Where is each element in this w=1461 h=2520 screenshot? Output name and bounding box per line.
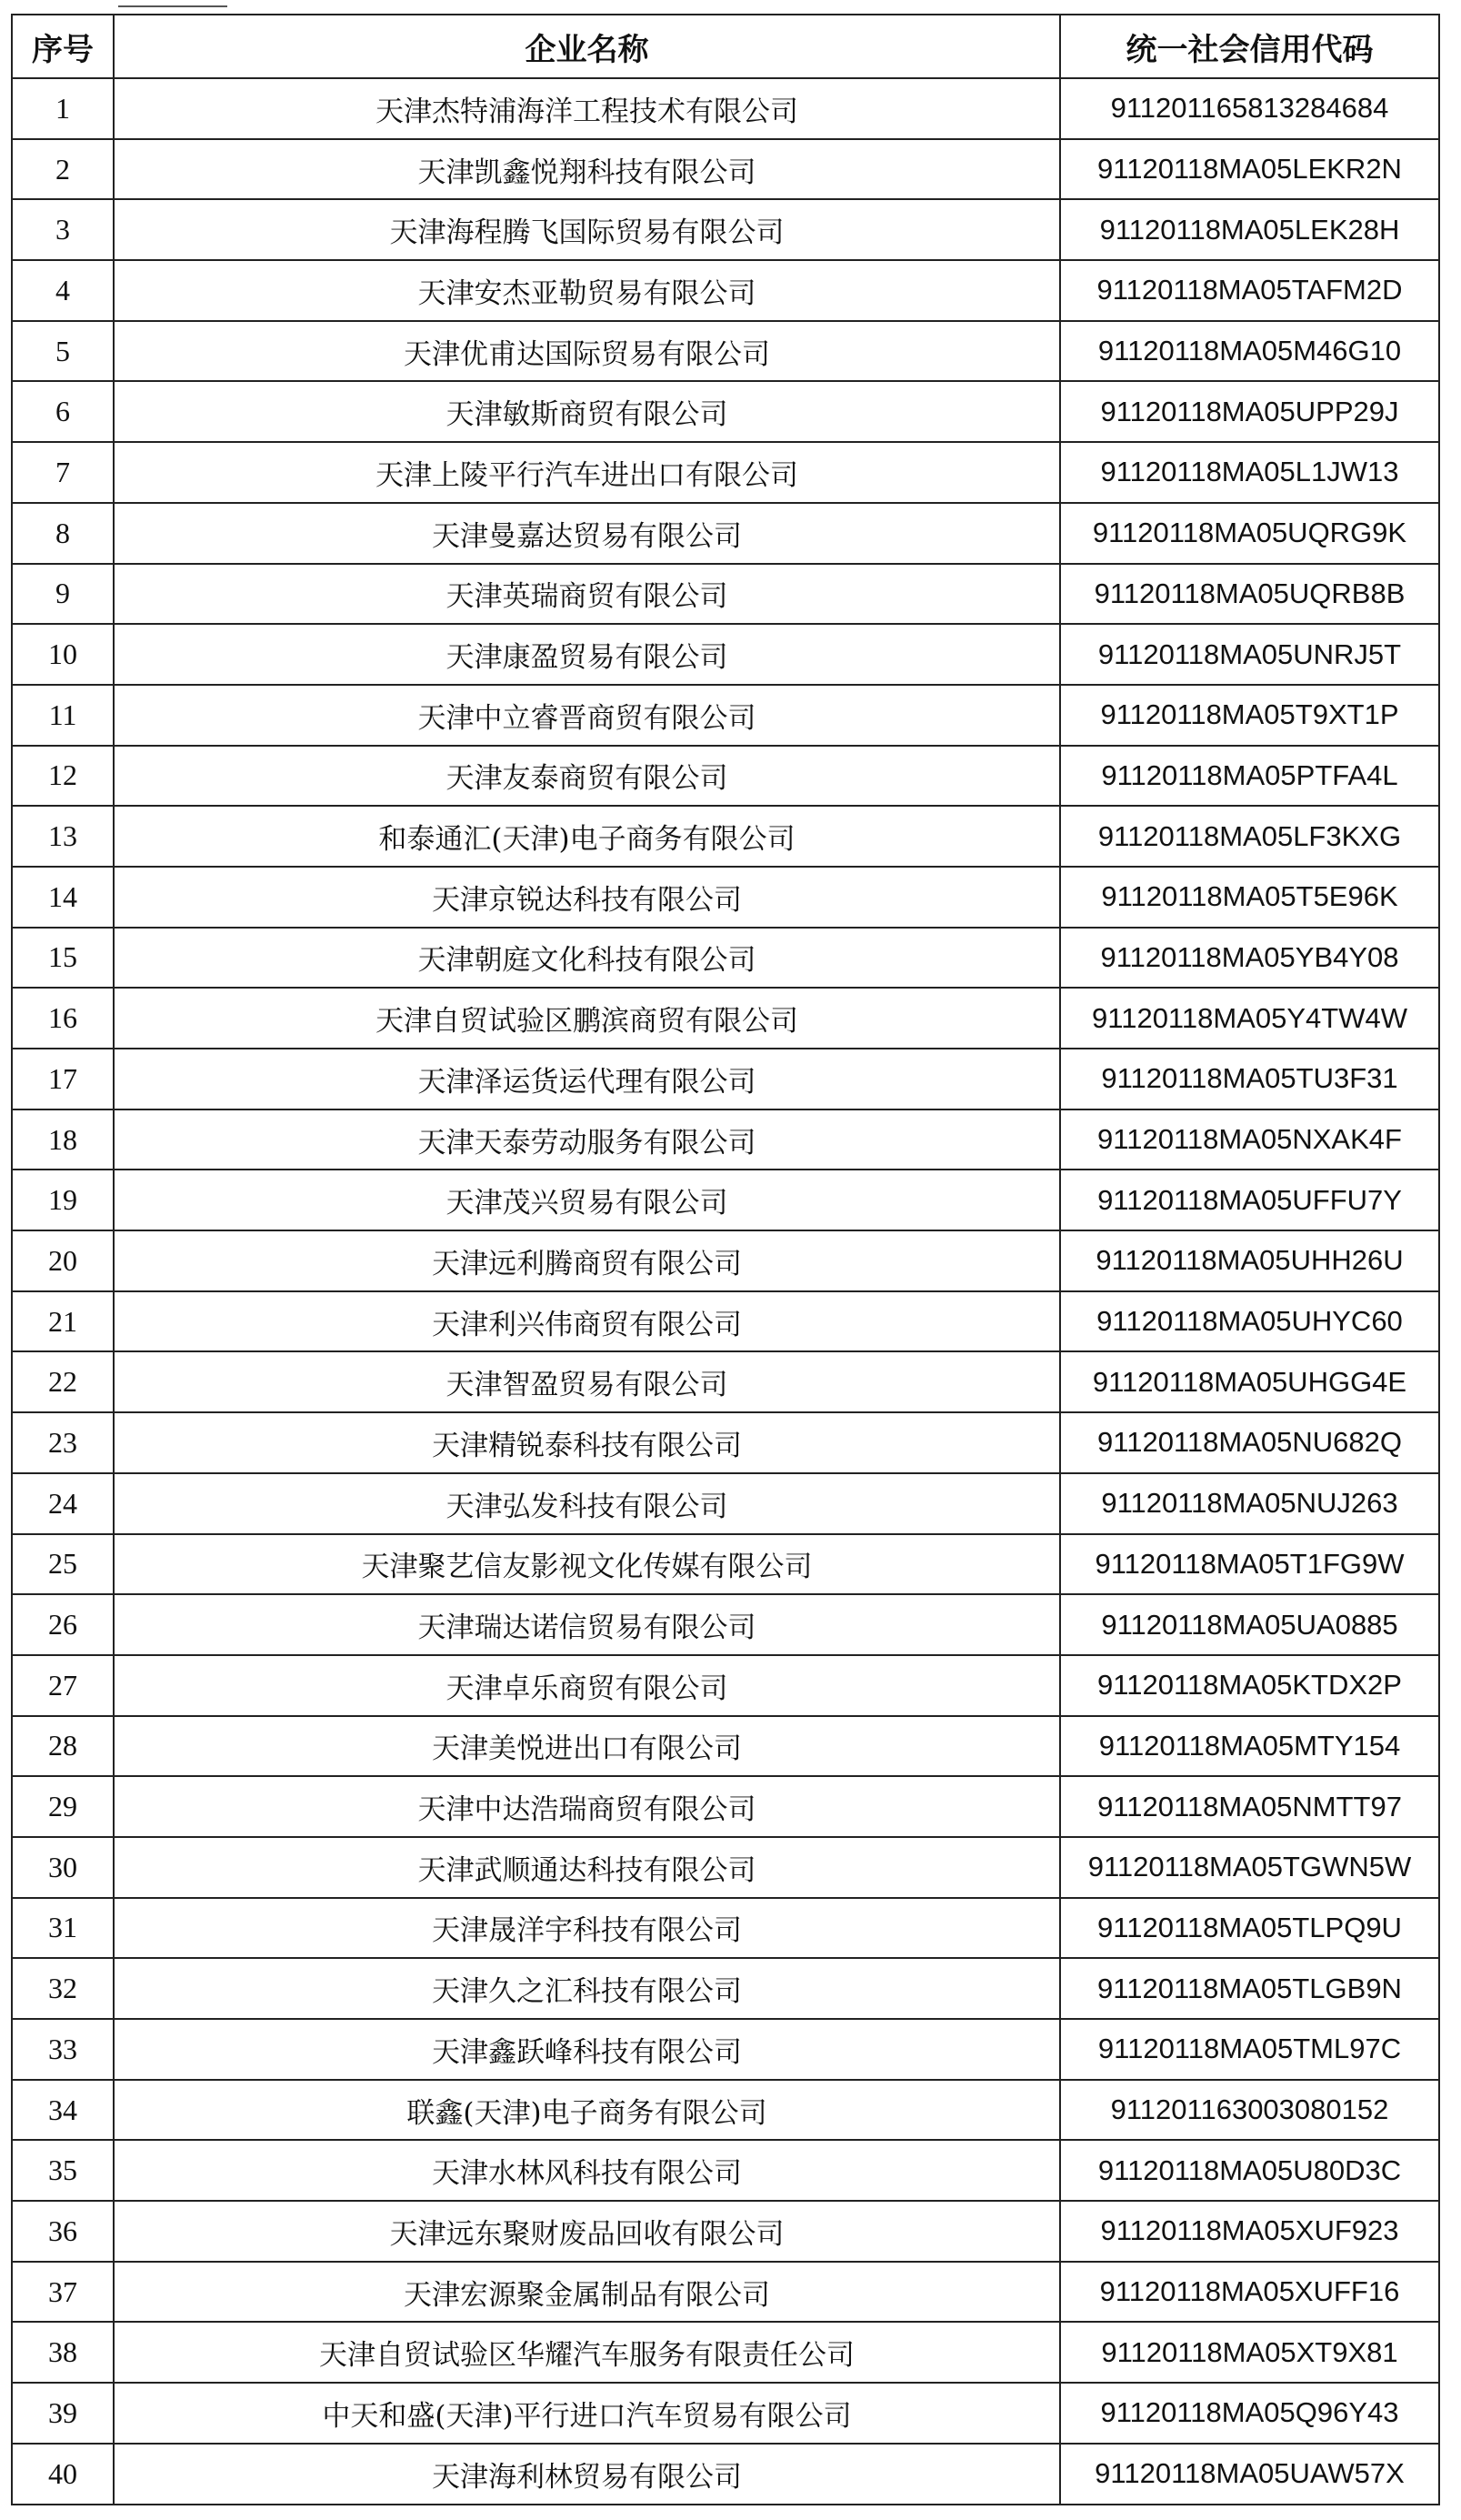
credit-code-cell: 91120118MA05KTDX2P	[1060, 1655, 1439, 1716]
credit-code-cell: 91120118MA05NXAK4F	[1060, 1109, 1439, 1170]
table-row	[12, 78, 1439, 139]
row-index-cell: 23	[12, 1412, 114, 1473]
company-name-cell: 天津康盈贸易有限公司	[114, 624, 1060, 685]
credit-code-cell: 91120118MA05UHGG4E	[1060, 1351, 1439, 1412]
table-row	[12, 381, 1439, 442]
company-name-cell: 天津久之汇科技有限公司	[114, 1958, 1060, 2019]
credit-code-cell: 911201165813284684	[1060, 78, 1439, 139]
company-name-cell: 天津中立睿晋商贸有限公司	[114, 685, 1060, 746]
credit-code-cell: 911201163003080152	[1060, 2080, 1439, 2141]
row-index-cell: 32	[12, 1958, 114, 2019]
credit-code-cell: 91120118MA05UFFU7Y	[1060, 1170, 1439, 1230]
company-name-cell: 天津利兴伟商贸有限公司	[114, 1291, 1060, 1352]
company-name-cell: 天津泽运货运代理有限公司	[114, 1049, 1060, 1109]
row-index-cell: 30	[12, 1837, 114, 1898]
row-index-cell: 7	[12, 442, 114, 503]
credit-code-cell: 91120118MA05YB4Y08	[1060, 928, 1439, 989]
row-index-cell: 33	[12, 2019, 114, 2080]
table-body	[12, 78, 1439, 2505]
credit-code-cell: 91120118MA05UQRG9K	[1060, 503, 1439, 564]
row-index-cell: 14	[12, 867, 114, 928]
row-index-cell: 28	[12, 1716, 114, 1777]
company-name-cell: 天津中达浩瑞商贸有限公司	[114, 1776, 1060, 1837]
company-name-cell: 天津英瑞商贸有限公司	[114, 564, 1060, 625]
credit-code-cell: 91120118MA05TLGB9N	[1060, 1958, 1439, 2019]
table-row	[12, 1958, 1439, 2019]
company-name-cell: 天津瑞达诺信贸易有限公司	[114, 1594, 1060, 1655]
row-index-cell: 9	[12, 564, 114, 625]
credit-code-cell: 91120118MA05LF3KXG	[1060, 806, 1439, 867]
table-row	[12, 321, 1439, 382]
table-row	[12, 1473, 1439, 1534]
table-row	[12, 1049, 1439, 1109]
company-name-cell: 天津友泰商贸有限公司	[114, 746, 1060, 807]
table-row	[12, 1534, 1439, 1595]
table-row	[12, 1716, 1439, 1777]
company-name-cell: 天津宏源聚金属制品有限公司	[114, 2262, 1060, 2323]
company-name-cell: 天津聚艺信友影视文化传媒有限公司	[114, 1534, 1060, 1595]
table-row	[12, 806, 1439, 867]
row-index-cell: 36	[12, 2201, 114, 2262]
company-name-cell: 天津远东聚财废品回收有限公司	[114, 2201, 1060, 2262]
row-index-cell: 37	[12, 2262, 114, 2323]
row-index-cell: 35	[12, 2140, 114, 2201]
company-name-cell: 天津远利腾商贸有限公司	[114, 1230, 1060, 1291]
company-name-cell: 天津自贸试验区鹏滨商贸有限公司	[114, 988, 1060, 1049]
table-row	[12, 1655, 1439, 1716]
row-index-cell: 39	[12, 2383, 114, 2444]
row-index-cell: 18	[12, 1109, 114, 1170]
company-name-cell: 天津水林风科技有限公司	[114, 2140, 1060, 2201]
company-name-cell: 天津天泰劳动服务有限公司	[114, 1109, 1060, 1170]
table-row	[12, 988, 1439, 1049]
table-row	[12, 746, 1439, 807]
row-index-cell: 24	[12, 1473, 114, 1534]
row-index-cell: 2	[12, 139, 114, 200]
company-name-cell: 天津卓乐商贸有限公司	[114, 1655, 1060, 1716]
company-name-cell: 天津朝庭文化科技有限公司	[114, 928, 1060, 989]
credit-code-cell: 91120118MA05T1FG9W	[1060, 1534, 1439, 1595]
table-row	[12, 260, 1439, 321]
row-index-cell: 6	[12, 381, 114, 442]
company-name-cell: 天津上陵平行汽车进出口有限公司	[114, 442, 1060, 503]
table-row	[12, 2444, 1439, 2505]
table-row	[12, 867, 1439, 928]
credit-code-cell: 91120118MA05TML97C	[1060, 2019, 1439, 2080]
company-name-cell: 天津优甫达国际贸易有限公司	[114, 321, 1060, 382]
enterprise-table	[11, 14, 1440, 2505]
table-row	[12, 1898, 1439, 1959]
row-index-cell: 15	[12, 928, 114, 989]
page-top-fragment	[118, 0, 227, 7]
row-index-cell: 38	[12, 2322, 114, 2383]
credit-code-cell: 91120118MA05TU3F31	[1060, 1049, 1439, 1109]
credit-code-cell: 91120118MA05TAFM2D	[1060, 260, 1439, 321]
row-index-cell: 20	[12, 1230, 114, 1291]
table-row	[12, 1230, 1439, 1291]
row-index-cell: 34	[12, 2080, 114, 2141]
row-index-cell: 4	[12, 260, 114, 321]
credit-code-cell: 91120118MA05NMTT97	[1060, 1776, 1439, 1837]
company-name-cell: 中天和盛(天津)平行进口汽车贸易有限公司	[114, 2383, 1060, 2444]
table-row	[12, 442, 1439, 503]
table-row	[12, 2322, 1439, 2383]
row-index-cell: 26	[12, 1594, 114, 1655]
row-index-cell: 40	[12, 2444, 114, 2505]
company-name-cell: 天津海程腾飞国际贸易有限公司	[114, 199, 1060, 260]
table-row	[12, 2201, 1439, 2262]
header-credit-code: 统一社会信用代码	[1060, 15, 1439, 78]
credit-code-cell: 91120118MA05XUF923	[1060, 2201, 1439, 2262]
credit-code-cell: 91120118MA05LEKR2N	[1060, 139, 1439, 200]
row-index-cell: 17	[12, 1049, 114, 1109]
company-name-cell: 天津安杰亚勒贸易有限公司	[114, 260, 1060, 321]
row-index-cell: 13	[12, 806, 114, 867]
company-name-cell: 天津曼嘉达贸易有限公司	[114, 503, 1060, 564]
credit-code-cell: 91120118MA05XT9X81	[1060, 2322, 1439, 2383]
credit-code-cell: 91120118MA05TLPQ9U	[1060, 1898, 1439, 1959]
credit-code-cell: 91120118MA05UQRB8B	[1060, 564, 1439, 625]
table-row	[12, 139, 1439, 200]
table-row	[12, 1351, 1439, 1412]
table-row	[12, 1594, 1439, 1655]
credit-code-cell: 91120118MA05Q96Y43	[1060, 2383, 1439, 2444]
row-index-cell: 22	[12, 1351, 114, 1412]
credit-code-cell: 91120118MA05U80D3C	[1060, 2140, 1439, 2201]
row-index-cell: 31	[12, 1898, 114, 1959]
credit-code-cell: 91120118MA05L1JW13	[1060, 442, 1439, 503]
row-index-cell: 29	[12, 1776, 114, 1837]
row-index-cell: 3	[12, 199, 114, 260]
company-name-cell: 天津茂兴贸易有限公司	[114, 1170, 1060, 1230]
table-row	[12, 2140, 1439, 2201]
table-row	[12, 199, 1439, 260]
table-header	[12, 15, 1439, 78]
table-row	[12, 624, 1439, 685]
company-name-cell: 天津智盈贸易有限公司	[114, 1351, 1060, 1412]
credit-code-cell: 91120118MA05MTY154	[1060, 1716, 1439, 1777]
company-name-cell: 天津精锐泰科技有限公司	[114, 1412, 1060, 1473]
table-row	[12, 564, 1439, 625]
credit-code-cell: 91120118MA05UHYC60	[1060, 1291, 1439, 1352]
credit-code-cell: 91120118MA05UPP29J	[1060, 381, 1439, 442]
credit-code-cell: 91120118MA05T5E96K	[1060, 867, 1439, 928]
table-row	[12, 2262, 1439, 2323]
company-name-cell: 天津自贸试验区华耀汽车服务有限责任公司	[114, 2322, 1060, 2383]
table-row	[12, 1776, 1439, 1837]
credit-code-cell: 91120118MA05UA0885	[1060, 1594, 1439, 1655]
row-index-cell: 16	[12, 988, 114, 1049]
row-index-cell: 1	[12, 78, 114, 139]
table-row	[12, 2383, 1439, 2444]
table-row	[12, 503, 1439, 564]
table-row	[12, 1170, 1439, 1230]
row-index-cell: 27	[12, 1655, 114, 1716]
credit-code-cell: 91120118MA05UNRJ5T	[1060, 624, 1439, 685]
credit-code-cell: 91120118MA05XUFF16	[1060, 2262, 1439, 2323]
row-index-cell: 25	[12, 1534, 114, 1595]
company-name-cell: 天津美悦进出口有限公司	[114, 1716, 1060, 1777]
table-row	[12, 685, 1439, 746]
table-row	[12, 2080, 1439, 2141]
row-index-cell: 10	[12, 624, 114, 685]
company-name-cell: 和泰通汇(天津)电子商务有限公司	[114, 806, 1060, 867]
company-name-cell: 天津武顺通达科技有限公司	[114, 1837, 1060, 1898]
credit-code-cell: 91120118MA05M46G10	[1060, 321, 1439, 382]
credit-code-cell: 91120118MA05Y4TW4W	[1060, 988, 1439, 1049]
table-row	[12, 1109, 1439, 1170]
row-index-cell: 12	[12, 746, 114, 807]
company-name-cell: 天津海利林贸易有限公司	[114, 2444, 1060, 2505]
company-name-cell: 天津敏斯商贸有限公司	[114, 381, 1060, 442]
credit-code-cell: 91120118MA05NUJ263	[1060, 1473, 1439, 1534]
table-row	[12, 1412, 1439, 1473]
company-name-cell: 天津杰特浦海洋工程技术有限公司	[114, 78, 1060, 139]
header-row	[12, 15, 1439, 78]
table-row	[12, 928, 1439, 989]
credit-code-cell: 91120118MA05TGWN5W	[1060, 1837, 1439, 1898]
credit-code-cell: 91120118MA05LEK28H	[1060, 199, 1439, 260]
credit-code-cell: 91120118MA05NU682Q	[1060, 1412, 1439, 1473]
table-row	[12, 2019, 1439, 2080]
row-index-cell: 5	[12, 321, 114, 382]
credit-code-cell: 91120118MA05PTFA4L	[1060, 746, 1439, 807]
company-name-cell: 天津晟洋宇科技有限公司	[114, 1898, 1060, 1959]
company-name-cell: 天津鑫跃峰科技有限公司	[114, 2019, 1060, 2080]
company-name-cell: 天津弘发科技有限公司	[114, 1473, 1060, 1534]
row-index-cell: 11	[12, 685, 114, 746]
credit-code-cell: 91120118MA05UHH26U	[1060, 1230, 1439, 1291]
table-row	[12, 1837, 1439, 1898]
company-name-cell: 天津凯鑫悦翔科技有限公司	[114, 139, 1060, 200]
company-name-cell: 联鑫(天津)电子商务有限公司	[114, 2080, 1060, 2141]
credit-code-cell: 91120118MA05T9XT1P	[1060, 685, 1439, 746]
header-index: 序号	[12, 15, 114, 78]
credit-code-cell: 91120118MA05UAW57X	[1060, 2444, 1439, 2505]
table-row	[12, 1291, 1439, 1352]
company-name-cell: 天津京锐达科技有限公司	[114, 867, 1060, 928]
row-index-cell: 8	[12, 503, 114, 564]
header-company-name: 企业名称	[114, 15, 1060, 78]
row-index-cell: 19	[12, 1170, 114, 1230]
row-index-cell: 21	[12, 1291, 114, 1352]
